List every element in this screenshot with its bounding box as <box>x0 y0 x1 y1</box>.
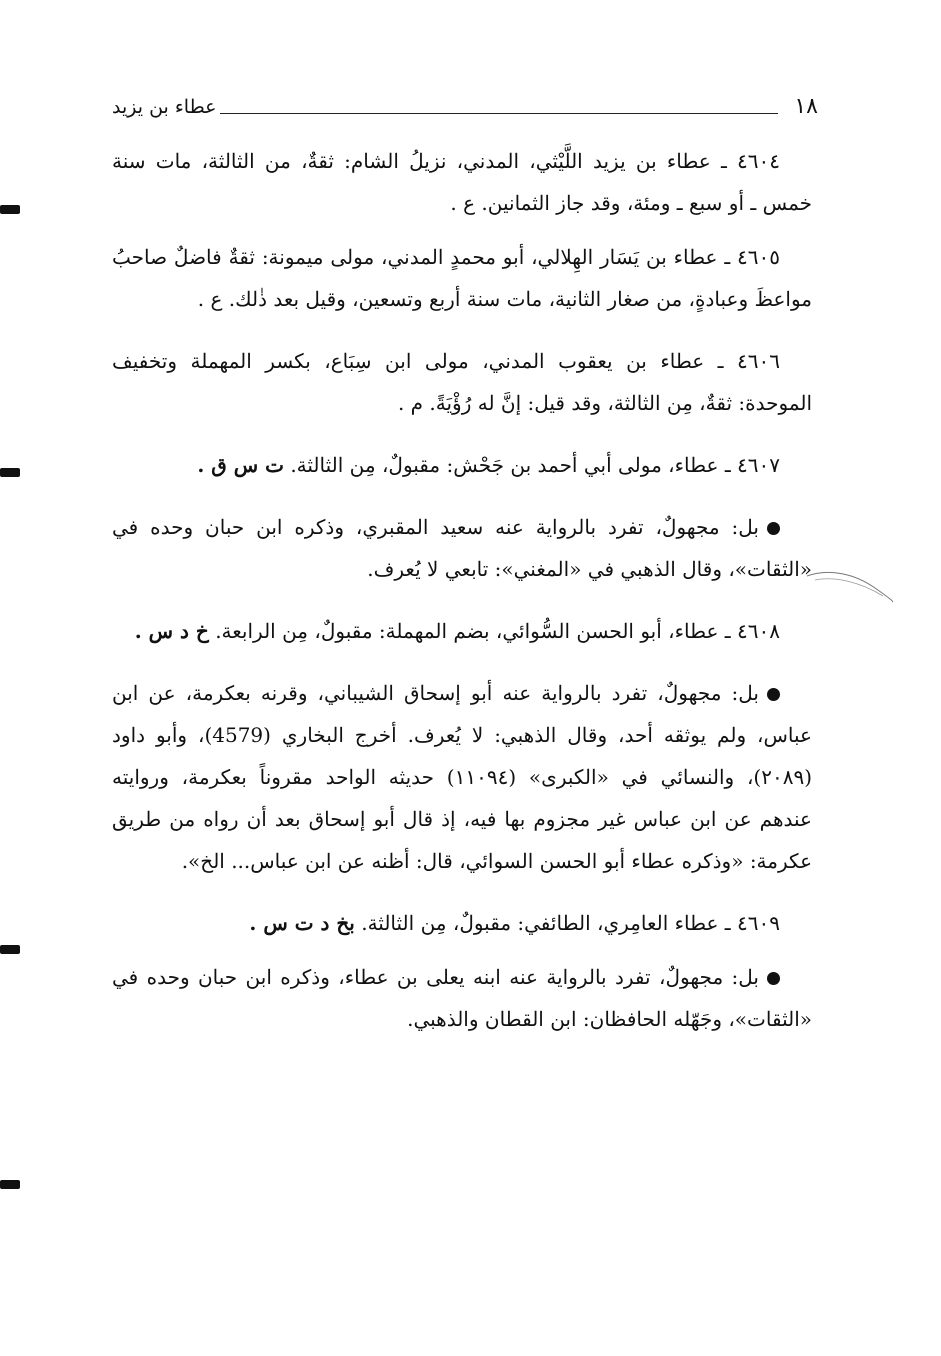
running-head: عطاء بن يزيد <box>112 96 217 118</box>
main-text <box>112 140 812 1052</box>
entry-text: ٤٦٠٦ ـ عطاء بن يعقوب المدني، مولى ابن سِبَاع، بكسر المهملة وتخفيف الموحدة: ثقةٌ، مِن الثالثة، وقد قيل: إنَّ له رُؤْيَةً. م . <box>112 349 812 415</box>
page-header <box>112 92 818 126</box>
comment-text: بل: مجهولٌ، تفرد بالرواية عنه سعيد المقبري، وذكره ابن حبان وحده في «الثقات»، وقال الذهبي في «المغني»: تابعي لا يُعرف. <box>112 515 812 581</box>
header-rule <box>220 113 778 114</box>
entry-text: ٤٦٠٨ ـ عطاء، أبو الحسن السُّوائي، بضم المهملة: مقبولٌ، مِن الرابعة. <box>215 619 780 643</box>
entry-4608 <box>112 610 812 652</box>
entry-4604 <box>112 140 812 224</box>
entry-4607 <box>112 444 812 486</box>
entry-sigla: بخ د ت س . <box>249 911 355 935</box>
comment-text: بل: مجهولٌ، تفرد بالرواية عنه ابنه يعلى بن عطاء، وذكره ابن حبان وحده في «الثقات»، وجَهّله الحافظان: ابن القطان والذهبي. <box>112 965 812 1031</box>
bullet-icon <box>767 972 780 985</box>
pencil-mark <box>805 566 895 606</box>
bullet-icon <box>767 688 780 701</box>
margin-mark <box>0 468 20 477</box>
margin-mark <box>0 205 20 214</box>
entry-sigla: ت س ق . <box>197 453 284 477</box>
entry-4605 <box>112 236 812 320</box>
entry-4606 <box>112 340 812 424</box>
comment-4607 <box>112 506 812 590</box>
entry-text: ٤٦٠٩ ـ عطاء العامِري، الطائفي: مقبولٌ، مِن الثالثة. <box>361 911 780 935</box>
entry-sigla: خ د س . <box>134 619 209 643</box>
bullet-icon <box>767 522 780 535</box>
margin-mark <box>0 1180 20 1189</box>
comment-4609 <box>112 956 812 1040</box>
entry-text: ٤٦٠٤ ـ عطاء بن يزيد اللَّيْثي، المدني، نزيلُ الشام: ثقةٌ، من الثالثة، مات سنة خمس ـ أو سبع ـ ومئة، وقد جاز الثمانين. ع . <box>112 149 812 215</box>
margin-mark <box>0 945 20 954</box>
entry-text: ٤٦٠٧ ـ عطاء، مولى أبي أحمد بن جَحْش: مقبولٌ، مِن الثالثة. <box>290 453 780 477</box>
page-number: ١٨ <box>794 94 818 119</box>
entry-4609 <box>112 902 812 944</box>
comment-text: بل: مجهولٌ، تفرد بالرواية عنه أبو إسحاق الشيباني، وقرنه بعكرمة، عن ابن عباس، ولم يوثقه أحد، وقال الذهبي: لا يُعرف. أخرج البخاري (4579)، وأبو داود (٢٠٨٩)، والنسائي في «الكبرى» (١١٠٩٤) حديثه الواحد مقروناً بعكرمة، وروايته عندهم عن ابن عباس غير مجزوم بها فيه، إذ قال أبو إسحاق بعد أن رواه من طريق عكرمة: «وذكره عطاء أبو الحسن السوائي، قال: أظنه عن ابن عباس... الخ». <box>112 681 812 873</box>
entry-text: ٤٦٠٥ ـ عطاء بن يَسَار الهِلالي، أبو محمدٍ المدني، مولى ميمونة: ثقةٌ فاضلٌ صاحبُ مواعظَ وعبادةٍ، من صغار الثانية، مات سنة أربع وتسعين، وقيل بعد ذٰلك. ع . <box>112 245 812 311</box>
comment-4608 <box>112 672 812 882</box>
